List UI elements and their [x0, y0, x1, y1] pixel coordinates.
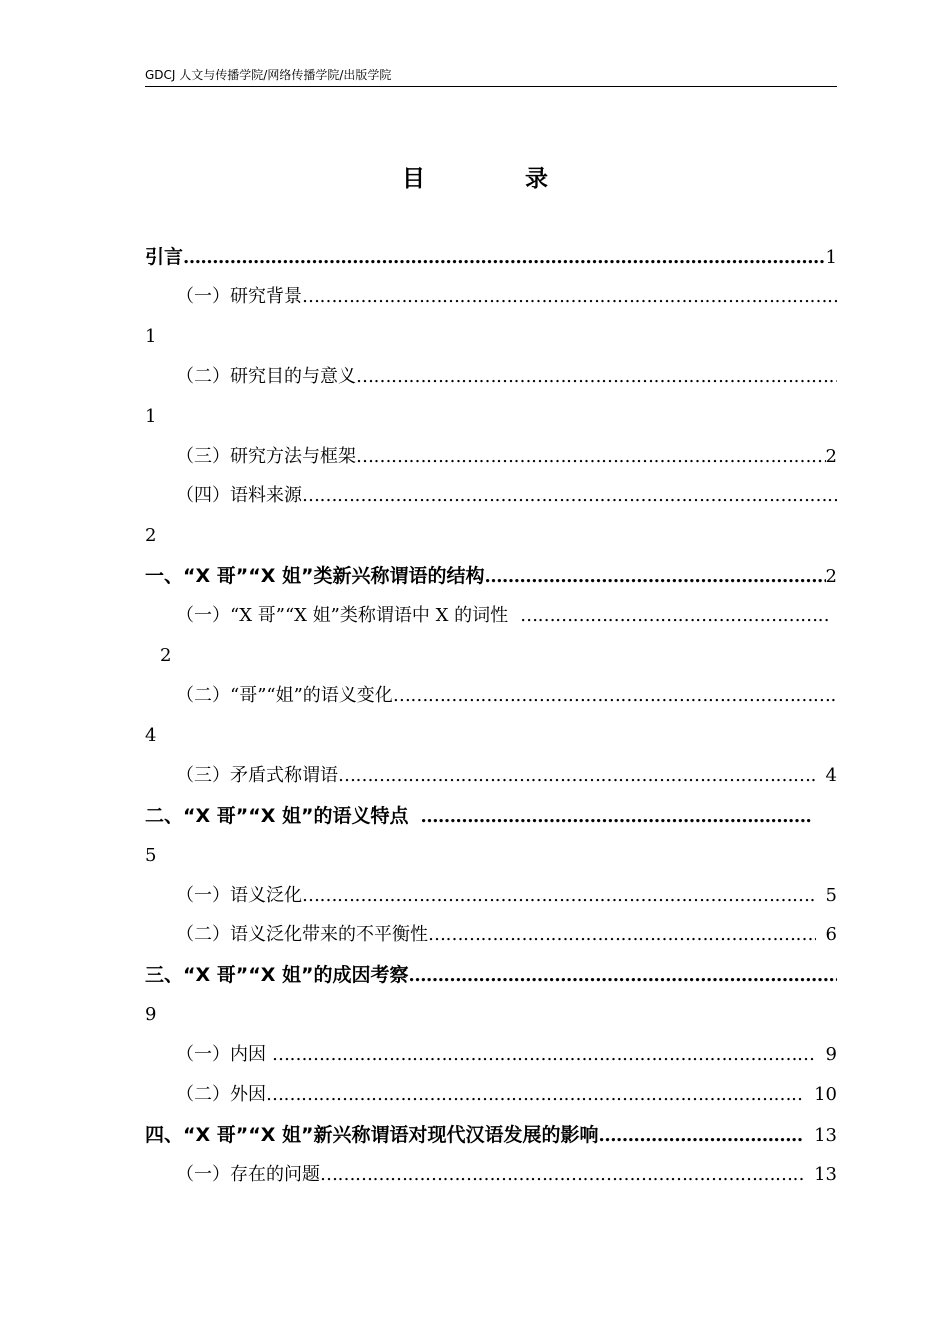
dot-leader	[428, 920, 816, 950]
toc-page-number: 4	[825, 765, 837, 786]
toc-page-number: 2	[145, 525, 157, 546]
toc-entry-intro-3[interactable]	[176, 442, 837, 472]
toc-entry-ch3-2[interactable]	[176, 1080, 837, 1110]
toc-page-number: 2	[825, 566, 837, 587]
toc-label: （三）研究方法与框架	[176, 446, 356, 467]
toc-label: （一）“X 哥”“X 姐”类称谓语中 X 的词性	[176, 605, 509, 626]
toc-label: 一、“X 哥”“X 姐”类新兴称谓语的结构	[145, 565, 485, 587]
dot-leader	[338, 761, 816, 791]
dot-leader	[266, 1080, 804, 1110]
toc-label: （一）存在的问题	[176, 1164, 320, 1185]
toc-page-number: 6	[825, 924, 837, 945]
toc-page-number: 1	[145, 406, 157, 427]
dot-leader	[520, 601, 831, 631]
toc-label: （一）研究背景	[176, 286, 302, 307]
toc-label: （二）“哥”“姐”的语义变化	[176, 685, 393, 706]
toc-entry-ch4[interactable]	[145, 1120, 837, 1150]
toc-page-number: 1	[145, 326, 157, 347]
toc-entry-ch3-1[interactable]	[176, 1040, 837, 1070]
toc-page-number: 2	[160, 645, 172, 666]
toc-page-number: 4	[145, 725, 157, 746]
toc-label: （一）内因	[176, 1044, 266, 1065]
toc-page-number: 9	[825, 1044, 837, 1065]
toc-page-number: 2	[825, 446, 837, 467]
toc-entry-intro-2[interactable]	[176, 362, 837, 392]
toc-label: 四、“X 哥”“X 姐”新兴称谓语对现代汉语发展的影响	[145, 1124, 599, 1146]
toc-entry-ch1-3[interactable]	[176, 761, 837, 791]
toc-entry-intro[interactable]	[145, 242, 837, 272]
toc-entry-ch4-1[interactable]	[176, 1160, 837, 1190]
dot-leader	[393, 681, 837, 711]
toc-label: 引言	[145, 246, 184, 268]
dot-leader	[408, 961, 837, 991]
dot-leader	[272, 1040, 816, 1070]
toc-page-number: 5	[145, 845, 157, 866]
toc-label: 三、“X 哥”“X 姐”的成因考察	[145, 964, 409, 986]
toc-page-number: 13	[814, 1125, 837, 1146]
toc-page-number: 13	[814, 1164, 837, 1185]
dot-leader	[183, 243, 826, 273]
dot-leader	[484, 562, 825, 592]
toc-label: （二）外因	[176, 1084, 266, 1105]
toc-entry-ch1-1[interactable]	[176, 601, 831, 631]
toc-page-number: 5	[825, 885, 837, 906]
toc-entry-intro-1[interactable]	[176, 282, 837, 312]
toc-label: （一）语义泛化	[176, 885, 302, 906]
toc-entry-intro-4[interactable]	[176, 481, 837, 511]
toc-page-number: 10	[814, 1084, 837, 1105]
toc-entry-ch1-2[interactable]	[176, 681, 837, 711]
dot-leader	[598, 1121, 804, 1151]
toc-entry-ch2[interactable]	[145, 801, 811, 831]
dot-leader	[356, 362, 837, 392]
toc-entry-ch1[interactable]	[145, 561, 837, 591]
dot-leader	[356, 442, 826, 472]
toc-title: 目 录	[401, 166, 594, 192]
toc-label: （二）语义泛化带来的不平衡性	[176, 924, 428, 945]
dot-leader	[420, 802, 811, 832]
toc-entry-ch2-1[interactable]	[176, 881, 837, 911]
dot-leader	[302, 282, 837, 312]
dot-leader	[302, 481, 837, 511]
toc-label: （四）语料来源	[176, 485, 302, 506]
toc-label: （二）研究目的与意义	[176, 366, 356, 387]
page-header	[145, 68, 837, 87]
toc-entry-ch3[interactable]	[145, 960, 837, 990]
toc-label: （三）矛盾式称谓语	[176, 765, 338, 786]
toc-page-number: 9	[145, 1004, 157, 1025]
toc-entry-ch2-2[interactable]	[176, 920, 837, 950]
toc-page-number: 1	[825, 247, 837, 268]
dot-leader	[302, 881, 816, 911]
dot-leader	[320, 1160, 804, 1190]
header-text: GDCJ 人文与传播学院/网络传播学院/出版学院	[145, 68, 392, 82]
toc-label: 二、“X 哥”“X 姐”的语义特点	[145, 805, 409, 827]
